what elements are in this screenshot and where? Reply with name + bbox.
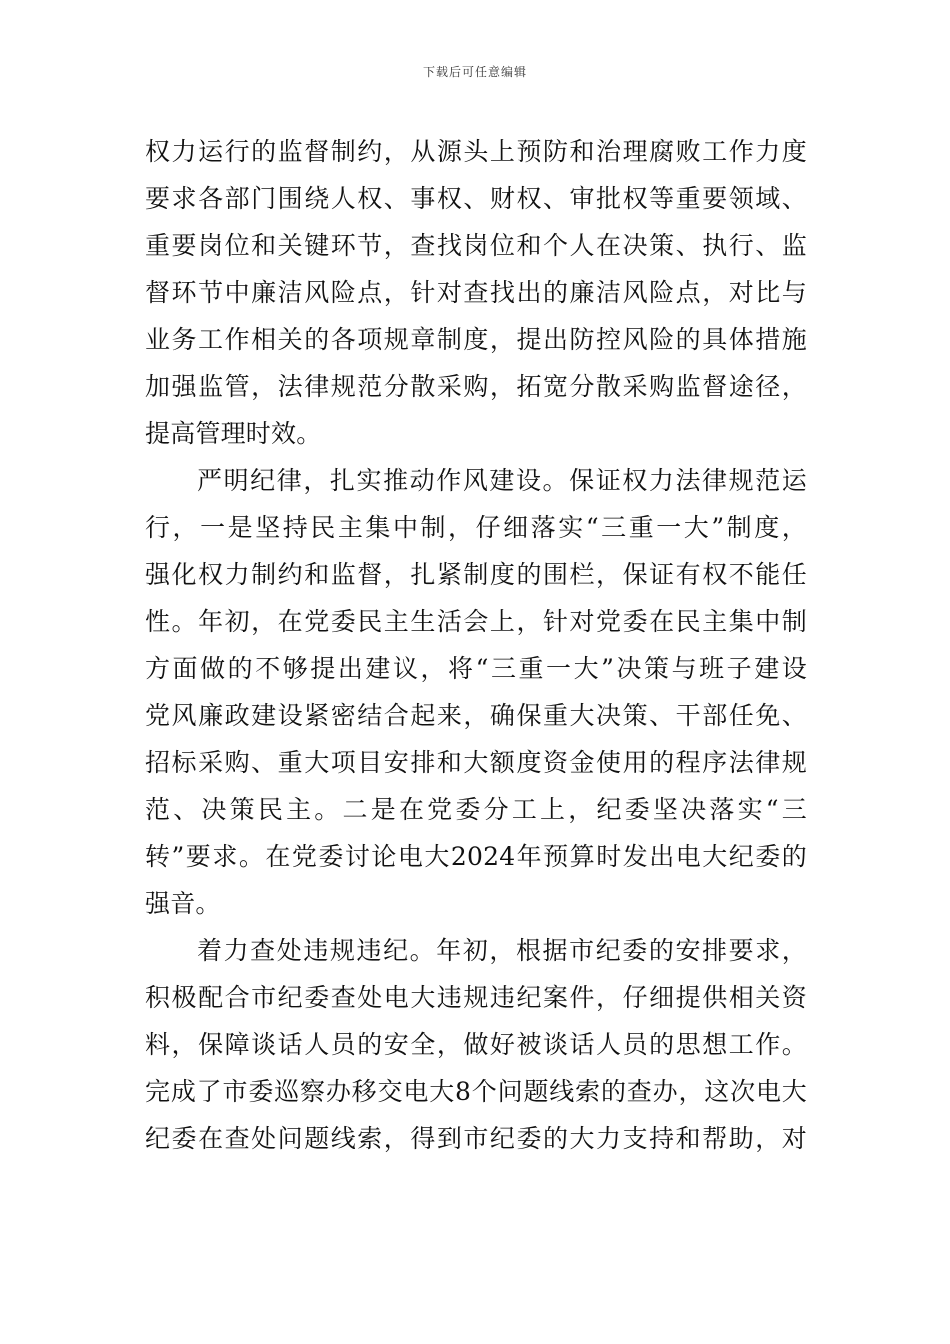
text-line: 党风廉政建设紧密结合起来，确保重大决策、干部任免、	[145, 701, 807, 730]
text-line: 提高管理时效。	[145, 419, 322, 448]
text-line: 强化权力制约和监督，扎紧制度的围栏，保证有权不能任	[145, 560, 807, 589]
paragraph	[145, 457, 807, 927]
text-line: 完成了市委巡察办移交电大8个问题线索的查办，这次电大	[145, 1077, 807, 1106]
text-line: 行，一是坚持民主集中制，仔细落实“三重一大”制度，	[145, 513, 807, 542]
text-line: 严明纪律，扎实推动作风建设。保证权力法律规范运	[197, 466, 807, 495]
text-line: 督环节中廉洁风险点，针对查找出的廉洁风险点，对比与	[145, 278, 807, 307]
text-line: 性。年初，在党委民主生活会上，针对党委在民主集中制	[145, 607, 807, 636]
document-body	[145, 128, 807, 1162]
text-line: 要求各部门围绕人权、事权、财权、审批权等重要领域、	[145, 184, 807, 213]
text-line: 转”要求。在党委讨论电大2024年预算时发出电大纪委的	[145, 842, 807, 871]
text-line: 纪委在查处问题线索，得到市纪委的大力支持和帮助，对	[145, 1124, 807, 1153]
text-line: 重要岗位和关键环节，查找岗位和个人在决策、执行、监	[145, 231, 807, 260]
text-line: 强音。	[145, 889, 221, 918]
text-line: 方面做的不够提出建议，将“三重一大”决策与班子建设	[145, 654, 807, 683]
text-line: 积极配合市纪委查处电大违规违纪案件，仔细提供相关资	[145, 983, 807, 1012]
text-line: 料，保障谈话人员的安全，做好被谈话人员的思想工作。	[145, 1030, 807, 1059]
text-line: 招标采购、重大项目安排和大额度资金使用的程序法律规	[145, 748, 807, 777]
text-line: 业务工作相关的各项规章制度，提出防控风险的具体措施	[145, 325, 807, 354]
text-line: 着力查处违规违纪。年初，根据市纪委的安排要求，	[197, 936, 807, 965]
paragraph	[145, 128, 807, 457]
page-header-note: 下载后可任意编辑	[422, 65, 527, 79]
text-line: 权力运行的监督制约，从源头上预防和治理腐败工作力度	[145, 137, 807, 166]
text-line: 加强监管，法律规范分散采购，拓宽分散采购监督途径，	[145, 372, 807, 401]
paragraph	[145, 927, 807, 1162]
text-line: 范、决策民主。二是在党委分工上，纪委坚决落实“三	[145, 795, 807, 824]
